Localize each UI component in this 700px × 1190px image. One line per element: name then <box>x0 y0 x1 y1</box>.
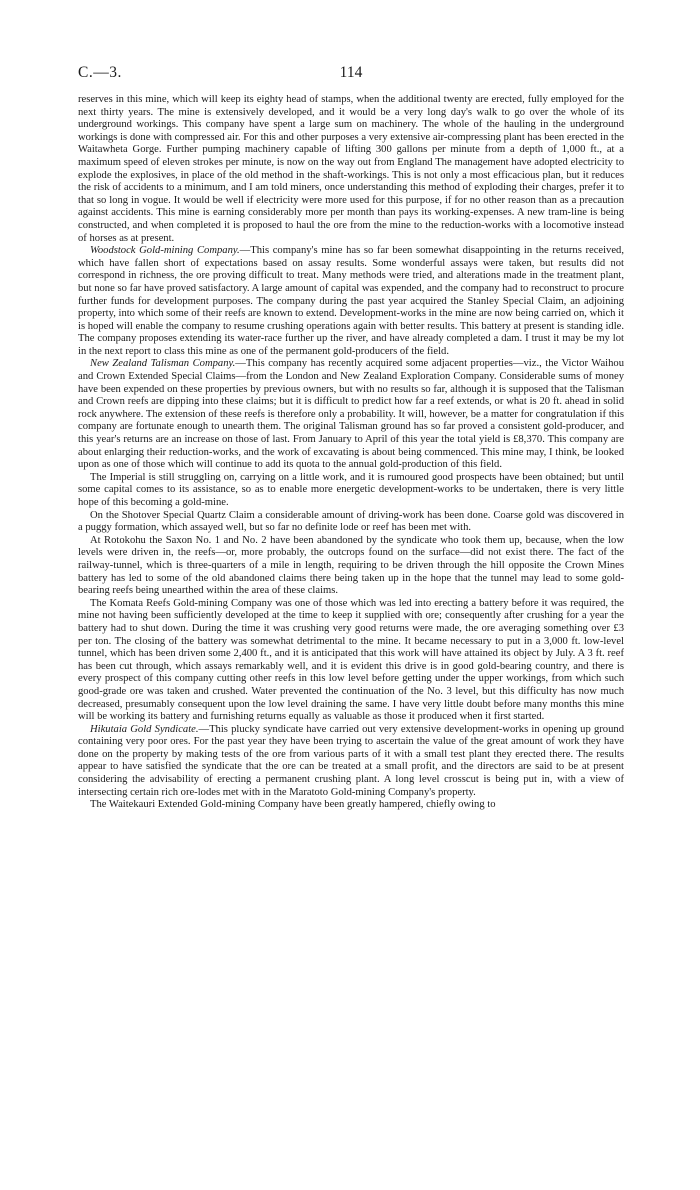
paragraph-text: The Komata Reefs Gold-mining Company was one of those which was led into erecting a battery before it was required, the mine not having been sufficiently developed at the time to keep it supplied with ore; consequently after crushing for a year the battery had to shut down. During the time it was crushing very good returns were made, the ore averaging something over £3 per ton. The closing of the battery was somewhat detrimental to the mine. It became necessary to put in a 3,000 ft. low-level tunnel, which has been driven some 2,400 ft., and it is anticipated that this work will have attained its object by July. A 3 ft. reef has been cut through, which assays remarkably well, and it is evident this drive is in good gold-bearing country, and there is every prospect of this company cutting other reefs in this low level before getting under the upper workings, from which such good-grade ore was taken and crushed. Water prevented the continuation of the No. 3 level, but this difficulty has now much decreased, presumably consequent upon the low level draining the same. I have very little doubt before many months this mine will be working its battery and furnishing returns equally as valuable as those it produced when it first started. <box>78 597 624 723</box>
page-header <box>78 64 624 82</box>
paragraph-text: At Rotokohu the Saxon No. 1 and No. 2 have been abandoned by the syndicate who took them up, because, when the low levels were driven in, the reefs—or, more probably, the outcrops found on the surface—did not exist there. The fact of the railway-tunnel, which is three-quarters of a mile in length, requiring to be driven through the hill opposite the Crown Mines battery has led to some of the old abandoned claims there being taken up in the hope that the tunnel may lead to some gold-bearing reefs being unearthed within the area of these claims. <box>78 534 624 597</box>
section-heading-hikutaia: Hikutaia Gold Syndicate. <box>90 723 199 735</box>
document-reference: C.—3. <box>78 64 122 81</box>
paragraph-shotover <box>78 510 624 535</box>
page-number: 114 <box>339 64 363 81</box>
paragraph-waitekauri <box>78 799 624 812</box>
paragraph-hikutaia <box>78 724 624 800</box>
section-heading-woodstock: Woodstock Gold-mining Company. <box>90 245 240 257</box>
paragraph-text: The Waitekauri Extended Gold-mining Company have been greatly hampered, chiefly owing to <box>90 799 496 811</box>
paragraph-waihi-reserves <box>78 94 624 245</box>
paragraph-text: reserves in this mine, which will keep its eighty head of stamps, when the additional twenty are erected, fully employed for the next thirty years. The mine is extensively developed, and it would be a very long day's walk to go over the whole of its underground workings. This company have spent a large sum on machinery. The whole of the hauling in the underground workings is done with compressed air. For this and other purposes a very extensive air-compressing plant has been erected in the Waitawheta Gorge. Further pumping machinery capable of lifting 300 gallons per minute from a depth of 1,000 ft., at a maximum speed of eleven strokes per minute, is now on the way out from England The management have adopted electricity to explode the explosives, in place of the old method in the shaft-workings. This is not only a most efficacious plan, but it reduces the risk of accidents to a minimum, and I am told miners, once understanding this method of exploding their charges, prefer it to that so long in vogue. It would be well if electricity were more used for this purpose, if for no other reason than as a precaution against accidents. This mine is earning considerably more per month than pays its working-expenses. A new tram-line is being constructed, and when completed it is proposed to haul the ore from the mine to the reduction-works with a locomotive instead of horses as at present. <box>78 94 624 244</box>
paragraph-text: —This company's mine has so far been somewhat disappointing in the returns received, which have fallen short of expectations based on assay results. Some wonderful assays were taken, but results did not correspond in richness, the ore proving difficult to treat. Many methods were tried, and alterations made in the treatment plant, but none so far have proved satisfactory. A large amount of capital was expended, and the company had to reconstruct to procure further funds for development purposes. The company during the past year acquired the Stanley Special Claim, an adjoining property, into which some of their reefs are known to extend. Development-works in the mine are now being carried on, which it is hoped will enable the company to resume crushing operations again with better results. This battery at present is standing idle. The company proposes extending its water-race further up the river, and have already completed a dam. I trust it may be my lot in the next report to class this mine as one of the permanent gold-producers of the field. <box>78 245 624 357</box>
paragraph-text: —This plucky syndicate have carried out very extensive development-works in opening up ground containing very poor ores. For the past year they have been trying to ascertain the value of the great amount of work they have done on the property by making tests of the ore from various parts of it with a small test plant they erected there. The results appear to have satisfied the syndicate that the ore can be treated at a small profit, and the directors are said to be at present considering the advisability of erecting a permanent crushing plant. A long level crosscut is being put in, with a view of intersecting certain rich ore-lodes met with in the Maratoto Gold-mining Company's property. <box>78 723 624 798</box>
paragraph-imperial <box>78 472 624 510</box>
paragraph-text: On the Shotover Special Quartz Claim a considerable amount of driving-work has been done. Coarse gold was discovered in a puggy formation, which assayed well, but so far no definite lode or reef has been met with. <box>78 509 624 534</box>
body-text <box>78 94 624 812</box>
paragraph-talisman <box>78 358 624 471</box>
paragraph-komata <box>78 598 624 724</box>
paragraph-rotokohu <box>78 535 624 598</box>
paragraph-text: —This company has recently acquired some adjacent properties—viz., the Victor Waihou and Crown Extended Special Claims—from the London and New Zealand Exploration Company. Considerable sums of money have been expended on these properties by previous owners, but with no results so far, although it is supposed that the Talisman and Crown reefs are dipping into these claims; but it is difficult to predict how far a reef extends, or what is 20 ft. ahead in solid rock anywhere. The extension of these reefs is therefore only a probability. It will, however, be a matter for congratulation if this company are fortunate enough to unearth them. The original Talisman ground has so far proved a consistent gold-producer, and this year's returns are an increase on those of last. From January to April of this year the total yield is £8,370. This company are about enlarging their reduction-works, and the work of excavating is about being commenced. This mine may, I think, be looked upon as one of those which will continue to add its quota to the annual gold-production of this field. <box>78 358 624 471</box>
section-heading-talisman: New Zealand Talisman Company. <box>90 358 236 370</box>
paragraph-text: The Imperial is still struggling on, carrying on a little work, and it is rumoured good prospects have been obtained; but until some capital comes to its assistance, so as to enable more energetic development-works to be undertaken, there is very little hope of this becoming a gold-mine. <box>78 471 624 508</box>
paragraph-woodstock <box>78 245 624 358</box>
